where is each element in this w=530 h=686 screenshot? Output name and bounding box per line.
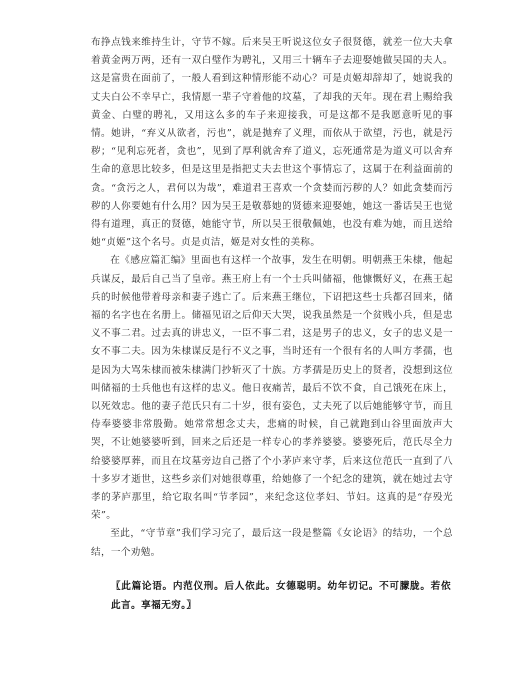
paragraph-chapter-conclusion: 至此，“守节章”我们学习完了，最后这一段是整篇《女论语》的结功，一个总结，一个劝勉。: [91, 528, 453, 558]
document-body: [91, 34, 453, 562]
paragraph-ming-dynasty-story: 在《感应篇汇编》里面也有这样一个故事，发生在明朝。明朝燕王朱棣，他起兵谋反，最后自己当了皇帝。燕王府上有一个士兵叫储福，他慷慨好义，在燕王起兵的时候他带着母亲和妻子逃亡了。后来燕王继位，下诏把这些士兵都召回来，储福的名字也在名册上。储福见诏之后仰天大哭，说我虽然是一个贫贱小兵，但是忠义不事二君。过去真的讲忠义，一臣不事二君，这是男子的忠义，女子的忠义是一女不事二夫。因为朱棣谋反是行不义之事，当时还有一个很有名的人叫方孝孺，也是因为大骂朱棣而被朱棣满门抄斩灭了十族。方孝孺是历史上的贤者，没想到这位叫储福的士兵他也有这样的忠义。他日夜痛苦，最后不饮不食，自己饿死在床上，以死效忠。他的妻子范氏只有二十岁，很有姿色，丈夫死了以后她能够守节，而且侍奉婆婆非常殷勤。她常常想念丈夫，悲痛的时候，自己就跑到山谷里面放声大哭，不让她婆婆听到，回来之后还是一样专心的孝养婆婆。婆婆死后，范氏尽全力给婆婆厚葬，而且在坟墓旁边自己搭了个小茅庐来守孝，后来这位范氏一直到了八十多岁才逝世，这些乡亲们对她很尊重，给她修了一个纪念的建筑，就在她过去守孝的茅庐那里，给它取名叫“节孝园”，来纪念这位孝妇、节妇。这真的是“存殁光荣”。: [91, 255, 453, 522]
paragraph-chastity-story: 布挣点钱来维持生计，守节不嫁。后来吴王听说这位女子很贤德，就差一位大夫拿着黄金两万两，还有一双白璧作为聘礼，又用三十辆车子去迎娶她做吴国的夫人。这是富贵在面前了，一般人看到这种情形能不动心？可是贞姬却辞却了，她说我的丈夫白公不幸早亡，我情愿一辈子守着他的坟墓，了却我的天年。现在君上赐给我黄金、白璧的聘礼，又用这么多的车子来迎接我，可是这都不是我愿意听见的事情。她讲，“弃义从欲者，污也”，就是抛弃了义理，而依从于欲望，污也，就是污秽；“见利忘死者，贪也”，见到了厚利就舍弃了道义，忘死通常是为道义可以舍弃生命的意思比较多，但是这里是指把丈夫去世这个事情忘了，这属于在利益面前的贪。“贪污之人，君何以为哉”，难道君王喜欢一个贪婪而污秽的人？如此贪婪而污秽的人你要她有什么用？因为吴王是敬慕她的贤德来迎娶她，她这一番话吴王也觉得有道理，真正的贤德，她能守节，所以吴王很敬佩她，也没有难为她，而且送给她“贞姬”这个名号。贞是贞洁，姬是对女性的美称。: [91, 37, 453, 249]
closing-quote: 〖此篇论语。内范仪刑。后人依此。女德聪明。幼年切记。不可朦胧。若依此言。享福无穷。〗: [111, 581, 451, 611]
